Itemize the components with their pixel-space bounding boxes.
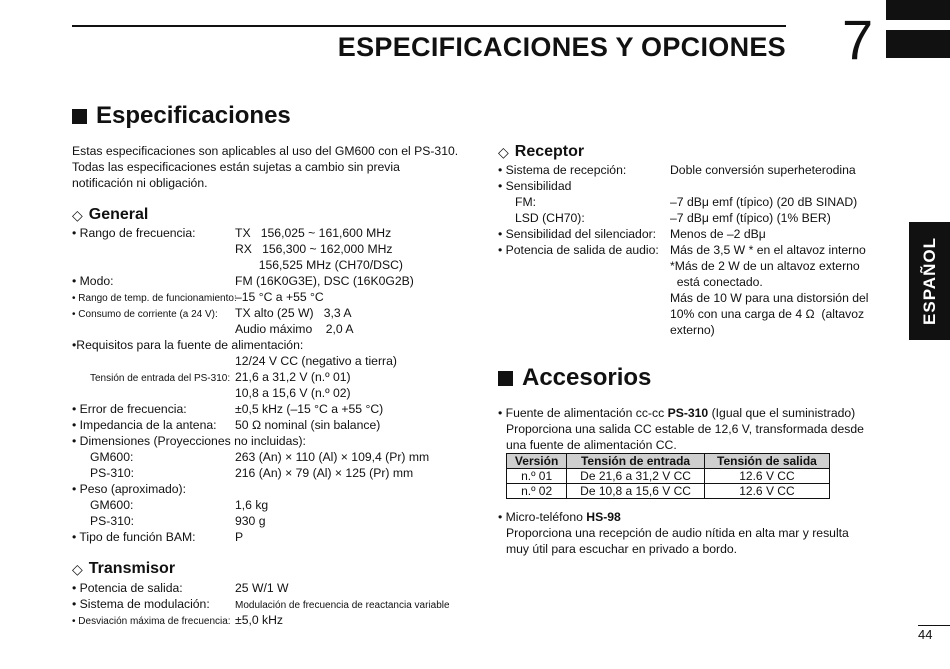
diamond-outline-icon: ◇ (72, 206, 83, 223)
table-cell: n.º 02 (507, 484, 567, 499)
general-heading-text: General (88, 206, 149, 223)
accessory-ps310-suffix: (Igual que el suministrado) (708, 406, 856, 420)
spec-value: 12/24 V CC (negativo a tierra) (235, 354, 397, 368)
accessory-hs98-line2: Proporciona una recepción de audio nítida en alta mar y resulta (506, 526, 849, 540)
spec-value: 25 W/1 W (235, 581, 289, 595)
spec-label: FM: (515, 195, 536, 209)
header-rule (72, 25, 786, 27)
spec-value: RX 156,300 ~ 162,000 MHz (235, 242, 393, 256)
accessory-hs98-line1 (498, 509, 621, 525)
square-bullet-icon (72, 109, 87, 124)
language-tab (909, 222, 950, 340)
accessory-hs98-model: HS-98 (586, 510, 621, 524)
table-cell: De 21,6 a 31,2 V CC (567, 469, 705, 484)
table-cell: 12.6 V CC (704, 484, 829, 499)
table-cell: 12.6 V CC (704, 469, 829, 484)
spec-value: 50 Ω nominal (sin balance) (235, 418, 381, 432)
spec-value: ±0,5 kHz (–15 °C a +55 °C) (235, 402, 384, 416)
spec-label: Tensión de entrada del PS-310: (90, 373, 231, 384)
spec-label: • Potencia de salida de audio: (498, 243, 659, 257)
spec-label: • Consumo de corriente (a 24 V): (72, 309, 218, 320)
transmisor-heading (72, 560, 175, 578)
spec-label: • Error de frecuencia: (72, 402, 187, 416)
spec-value: Más de 10 W para una distorsión del (670, 291, 869, 305)
spec-value: externo) (670, 323, 715, 337)
spec-label: • Peso (aproximado): (72, 482, 187, 496)
spec-value: 263 (An) × 110 (Al) × 109,4 (Pr) mm (235, 450, 430, 464)
accesorios-heading-text: Accesorios (522, 364, 652, 391)
spec-value: Modulación de frecuencia de reactancia variable (235, 600, 450, 611)
accessory-ps310-line2: Proporciona una salida CC estable de 12,6 V, transformada desde (506, 422, 864, 436)
chapter-number: 7 (842, 8, 874, 71)
spec-value: *Más de 2 W de un altavoz externo (670, 259, 860, 273)
spec-label: • Sensibilidad del silenciador: (498, 227, 657, 241)
spec-value: ±5,0 kHz (235, 613, 284, 627)
spec-label: GM600: (90, 498, 134, 512)
spec-value: P (235, 530, 244, 544)
specs-heading-text: Especificaciones (96, 102, 291, 129)
spec-value: –7 dBμ emf (típico) (20 dB SINAD) (670, 195, 858, 209)
spec-label: • Rango de frecuencia: (72, 226, 196, 240)
table-cell: n.º 01 (507, 469, 567, 484)
ps310-version-table (506, 453, 830, 499)
table-row (507, 484, 830, 499)
accessory-hs98-line3: muy útil para escuchar en privado a bordo. (506, 542, 738, 556)
table-header-cell: Tensión de salida (704, 454, 829, 469)
table-row (507, 469, 830, 484)
receptor-heading (498, 143, 584, 161)
spec-label: • Modo: (72, 274, 114, 288)
spec-label: • Sensibilidad (498, 179, 572, 193)
spec-value: TX 156,025 ~ 161,600 MHz (235, 226, 392, 240)
spec-label: • Desviación máxima de frecuencia: (72, 616, 231, 627)
spec-value: 21,6 a 31,2 V (n.º 01) (235, 370, 351, 384)
spec-label: PS-310: (90, 514, 135, 528)
transmisor-heading-text: Transmisor (88, 560, 176, 577)
accessory-hs98-prefix: • Micro-teléfono (498, 510, 587, 524)
table-header-cell: Versión (507, 454, 567, 469)
spec-value: Doble conversión superheterodina (670, 163, 856, 177)
spec-label: LSD (CH70): (515, 211, 585, 225)
language-tab-label: ESPAÑOL (919, 237, 939, 325)
spec-label: • Rango de temp. de funcionamiento: (72, 293, 237, 304)
spec-label: •Requisitos para la fuente de alimentación: (72, 338, 304, 352)
spec-value: 930 g (235, 514, 266, 528)
page-number: 44 (918, 627, 933, 642)
diamond-outline-icon: ◇ (498, 143, 509, 160)
spec-value: TX alto (25 W) 3,3 A (235, 306, 352, 320)
chapter-tab-bar-top (886, 0, 950, 20)
accessory-ps310-line3: una fuente de alimentación CC. (506, 438, 677, 452)
spec-label: • Tipo de función BAM: (72, 530, 196, 544)
spec-label: • Sistema de modulación: (72, 597, 210, 611)
spec-value: está conectado. (670, 275, 763, 289)
accessory-ps310-prefix: • Fuente de alimentación cc-cc (498, 406, 668, 420)
accesorios-heading (498, 364, 651, 392)
specs-intro: Estas especificaciones son aplicables al uso del GM600 con el PS-310. Todas las especificaciones están sujetas a cambio sin previa notificación ni obligación. (72, 144, 459, 190)
diamond-outline-icon: ◇ (72, 560, 83, 577)
spec-value: –7 dBμ emf (típico) (1% BER) (670, 211, 831, 225)
spec-label: • Dimensiones (Proyecciones no incluidas): (72, 434, 306, 448)
spec-value: 156,525 MHz (CH70/DSC) (235, 258, 403, 272)
spec-value: 1,6 kg (235, 498, 269, 512)
spec-value: FM (16K0G3E), DSC (16K0G2B) (235, 274, 414, 288)
receptor-heading-text: Receptor (514, 143, 585, 160)
spec-value: Más de 3,5 W * en el altavoz interno (670, 243, 866, 257)
footer-rule (918, 625, 950, 626)
general-heading (72, 206, 148, 224)
accessory-ps310-model: PS-310 (667, 406, 709, 420)
spec-label: • Sistema de recepción: (498, 163, 627, 177)
table-cell: De 10,8 a 15,6 V CC (567, 484, 705, 499)
spec-value: Audio máximo 2,0 A (235, 322, 354, 336)
table-header-cell: Tensión de entrada (567, 454, 705, 469)
spec-value: –15 °C a +55 °C (235, 290, 324, 304)
spec-value: Menos de –2 dBμ (670, 227, 766, 241)
spec-value: 10,8 a 15,6 V (n.º 02) (235, 386, 351, 400)
accessory-ps310-line1 (498, 405, 855, 421)
spec-label: • Impedancia de la antena: (72, 418, 217, 432)
page-title: ESPECIFICACIONES Y OPCIONES (337, 32, 786, 62)
square-bullet-icon (498, 371, 513, 386)
spec-label: • Potencia de salida: (72, 581, 183, 595)
spec-value: 216 (An) × 79 (Al) × 125 (Pr) mm (235, 466, 414, 480)
spec-label: GM600: (90, 450, 134, 464)
specs-heading (72, 102, 291, 130)
chapter-tab-bar-bottom (886, 30, 950, 58)
table-header-row (507, 454, 830, 469)
spec-label: PS-310: (90, 466, 135, 480)
spec-value: 10% con una carga de 4 Ω (altavoz (670, 307, 865, 321)
